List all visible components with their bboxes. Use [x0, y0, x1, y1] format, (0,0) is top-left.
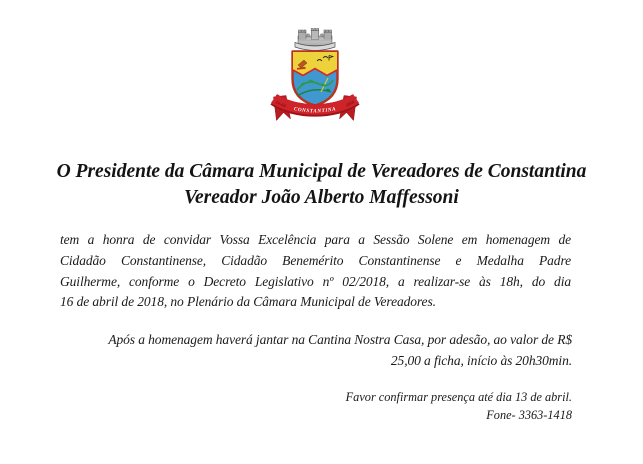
- ribbon-date-right: 1959: [344, 99, 356, 108]
- shield: [293, 52, 338, 106]
- coat-of-arms: [267, 28, 363, 125]
- ribbon-date-left: 14-04: [274, 99, 287, 109]
- dinner-line-1: Após a homenagem haverá jantar na Cantina Nostra Casa, por adesão, ao valor de R$: [108, 332, 572, 347]
- title-line-1: O Presidente da Câmara Municipal de Vereadores de Constantina: [56, 161, 587, 182]
- body-line: Cidadão Constantinense, Cidadão Benemérito Constantinense e Medalha Padre: [60, 252, 571, 268]
- body-line: tem a honra de convidar Vossa Excelência para a Sessão Solene em homenagem de: [60, 232, 571, 247]
- ribbon-town-name: CONSTANTINA: [293, 106, 337, 115]
- invitation-title: [0, 159, 643, 211]
- body-line: Guilherme, conforme o Decreto Legislativo nº 02/2018, a realizar-se às 18h, do dia: [60, 273, 571, 289]
- dinner-line-2: 25,00 a ficha, início às 20h30min.: [390, 353, 572, 368]
- body-line: 16 de abril de 2018, no Plenário da Câmara Municipal de Vereadores.: [60, 294, 436, 310]
- rsvp-note: Favor confirmar presença até dia 13 de abril.: [345, 390, 572, 404]
- mural-crown-icon: [295, 29, 335, 51]
- title-line-2: Vereador João Alberto Maffessoni: [184, 187, 459, 208]
- phone-number: Fone- 3363-1418: [486, 408, 572, 422]
- invitation-body: [60, 230, 571, 313]
